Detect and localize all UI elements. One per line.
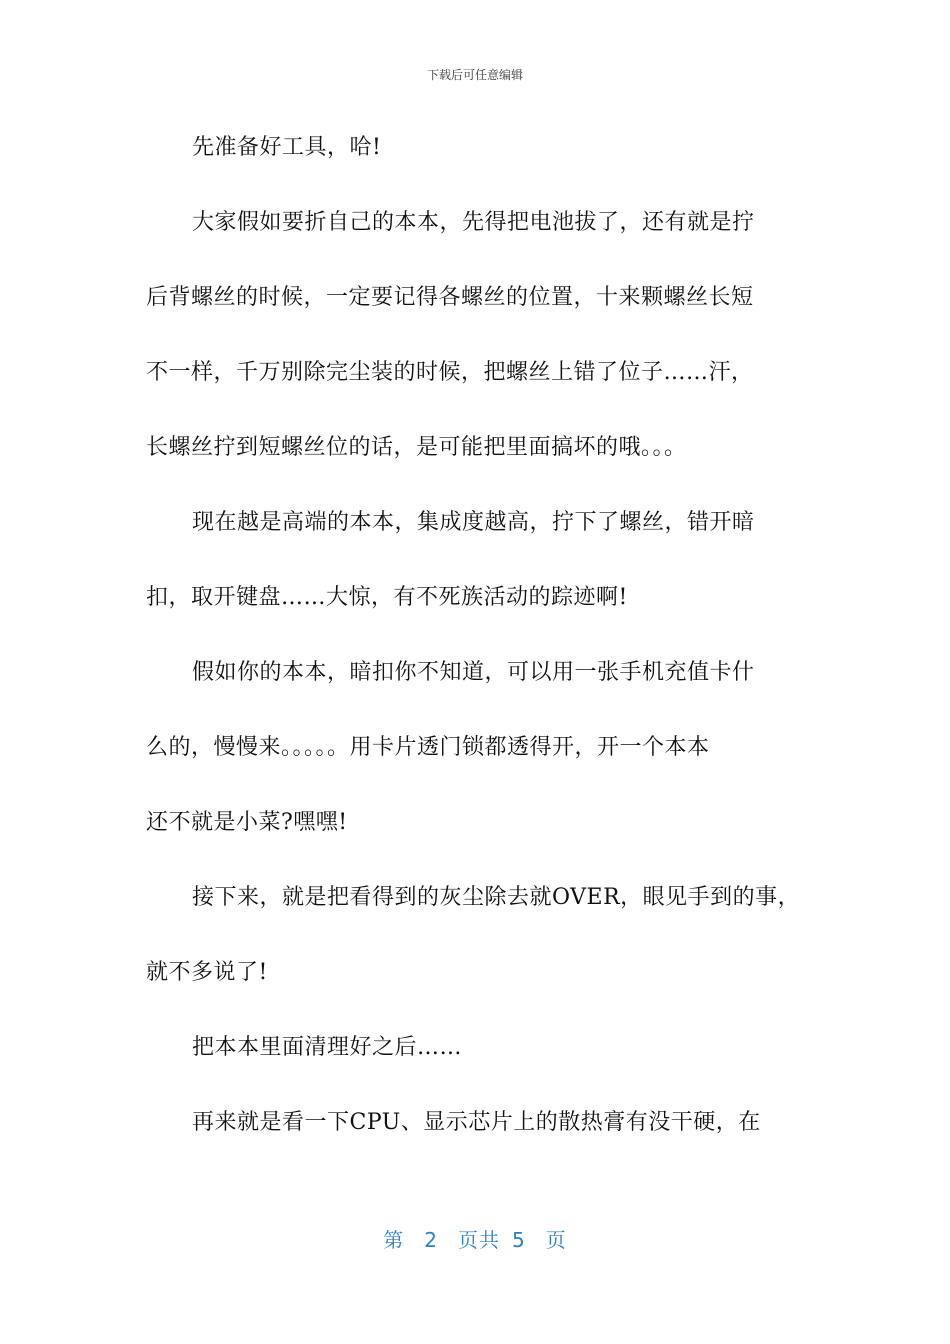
paragraph-line: 长螺丝拧到短螺丝位的话，是可能把里面搞坏的哦。。。: [146, 435, 687, 460]
paragraph-line: 不一样，千万别除完尘装的时候，把螺丝上错了位子……汗，: [146, 360, 754, 385]
paragraph-line: 扣，取开键盘……大惊，有不死族活动的踪迹啊!: [146, 585, 628, 610]
footer-prefix: 第: [383, 1228, 405, 1252]
page-footer: [0, 1224, 950, 1253]
paragraph-line: 大家假如要折自己的本本，先得把电池拔了，还有就是拧: [192, 210, 755, 235]
paragraph-line: 把本本里面清理好之后……: [192, 1035, 463, 1060]
paragraph-line: 么的，慢慢来。。。。。用卡片透门锁都透得开，开一个本本: [146, 735, 710, 760]
paragraph-line: 再来就是看一下CPU、显示芯片上的散热膏有没干硬，在: [192, 1110, 761, 1135]
paragraph-line: 现在越是高端的本本，集成度越高，拧下了螺丝，错开暗: [192, 510, 755, 535]
footer-middle: 页共: [458, 1228, 500, 1252]
paragraph-line: 假如你的本本，暗扣你不知道，可以用一张手机充值卡什: [192, 660, 755, 685]
paragraph-line: 还不就是小菜?嘿嘿!: [146, 810, 348, 835]
total-page-number: 5: [512, 1228, 526, 1252]
footer-suffix: 页: [545, 1228, 567, 1252]
page-header: 下载后可任意编辑: [426, 68, 523, 82]
document-body: [146, 124, 816, 1174]
paragraph-line: 后背螺丝的时候，一定要记得各螺丝的位置，十来颗螺丝长短: [146, 285, 754, 310]
paragraph-line: 就不多说了!: [146, 960, 268, 985]
paragraph-line: 先准备好工具，哈!: [192, 135, 382, 160]
paragraph-line: 接下来，就是把看得到的灰尘除去就OVER，眼见手到的事，: [192, 885, 801, 910]
current-page-number: 2: [424, 1228, 438, 1252]
